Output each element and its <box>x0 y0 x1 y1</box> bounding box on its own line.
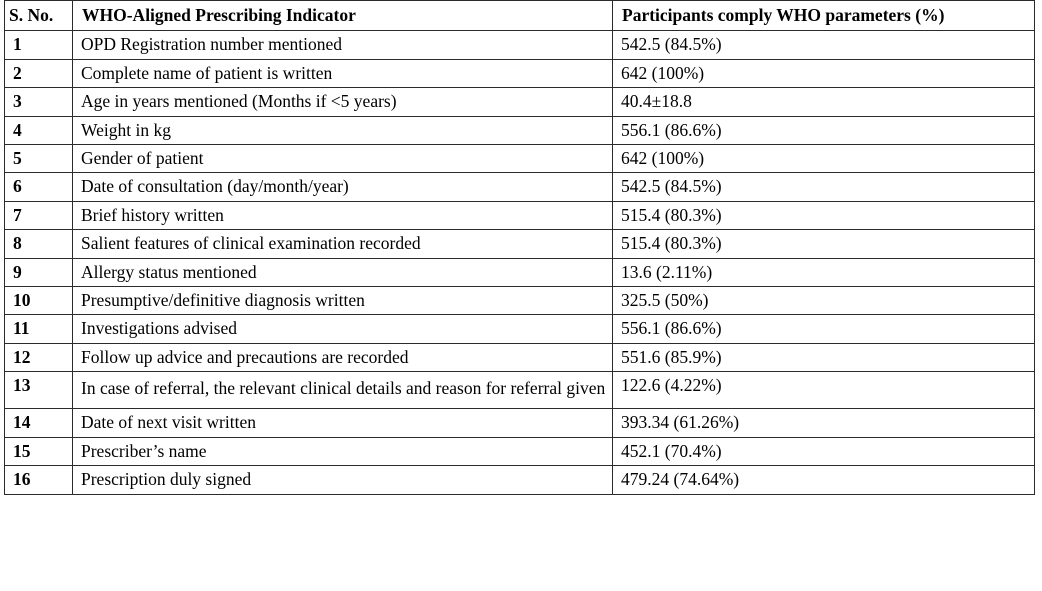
cell-compliance: 556.1 (86.6%) <box>613 116 1035 144</box>
table-row <box>5 466 1035 494</box>
table-row <box>5 116 1035 144</box>
table-row <box>5 144 1035 172</box>
cell-serial-number: 15 <box>5 437 73 465</box>
cell-serial-number: 6 <box>5 173 73 201</box>
cell-indicator: Investigations advised <box>73 315 613 343</box>
cell-indicator: Prescription duly signed <box>73 466 613 494</box>
table-row <box>5 372 1035 409</box>
table-row <box>5 343 1035 371</box>
cell-serial-number: 13 <box>5 372 73 409</box>
cell-serial-number: 4 <box>5 116 73 144</box>
table-row <box>5 409 1035 437</box>
cell-indicator: Weight in kg <box>73 116 613 144</box>
cell-compliance: 515.4 (80.3%) <box>613 201 1035 229</box>
cell-indicator: OPD Registration number mentioned <box>73 31 613 59</box>
table-row <box>5 286 1035 314</box>
table-header-row <box>5 1 1035 31</box>
cell-indicator: Complete name of patient is written <box>73 59 613 87</box>
cell-indicator: Date of consultation (day/month/year) <box>73 173 613 201</box>
cell-compliance: 556.1 (86.6%) <box>613 315 1035 343</box>
cell-serial-number: 12 <box>5 343 73 371</box>
cell-serial-number: 3 <box>5 88 73 116</box>
cell-compliance: 325.5 (50%) <box>613 286 1035 314</box>
cell-indicator: Salient features of clinical examination recorded <box>73 230 613 258</box>
cell-compliance: 542.5 (84.5%) <box>613 173 1035 201</box>
table-header <box>5 1 1035 31</box>
column-header-compliance: Participants comply WHO parameters (%) <box>613 1 1035 31</box>
cell-indicator: Prescriber’s name <box>73 437 613 465</box>
cell-serial-number: 9 <box>5 258 73 286</box>
cell-indicator: In case of referral, the relevant clinical details and reason for referral given <box>73 372 613 409</box>
cell-compliance: 40.4±18.8 <box>613 88 1035 116</box>
column-header-serial-number: S. No. <box>5 1 73 31</box>
cell-serial-number: 1 <box>5 31 73 59</box>
table-row <box>5 230 1035 258</box>
cell-indicator: Brief history written <box>73 201 613 229</box>
table-row <box>5 31 1035 59</box>
cell-indicator: Gender of patient <box>73 144 613 172</box>
table-row <box>5 315 1035 343</box>
table-row <box>5 173 1035 201</box>
cell-compliance: 642 (100%) <box>613 144 1035 172</box>
cell-serial-number: 5 <box>5 144 73 172</box>
cell-indicator: Follow up advice and precautions are recorded <box>73 343 613 371</box>
cell-indicator: Age in years mentioned (Months if <5 years) <box>73 88 613 116</box>
cell-compliance: 479.24 (74.64%) <box>613 466 1035 494</box>
cell-compliance: 642 (100%) <box>613 59 1035 87</box>
cell-serial-number: 14 <box>5 409 73 437</box>
cell-serial-number: 10 <box>5 286 73 314</box>
table-row <box>5 88 1035 116</box>
cell-compliance: 393.34 (61.26%) <box>613 409 1035 437</box>
table-row <box>5 59 1035 87</box>
table-row <box>5 437 1035 465</box>
cell-compliance: 13.6 (2.11%) <box>613 258 1035 286</box>
cell-serial-number: 7 <box>5 201 73 229</box>
cell-serial-number: 8 <box>5 230 73 258</box>
cell-compliance: 542.5 (84.5%) <box>613 31 1035 59</box>
cell-compliance: 515.4 (80.3%) <box>613 230 1035 258</box>
cell-serial-number: 11 <box>5 315 73 343</box>
cell-serial-number: 2 <box>5 59 73 87</box>
cell-compliance: 452.1 (70.4%) <box>613 437 1035 465</box>
cell-compliance: 122.6 (4.22%) <box>613 372 1035 409</box>
column-header-indicator: WHO-Aligned Prescribing Indicator <box>73 1 613 31</box>
table-row <box>5 201 1035 229</box>
who-prescribing-indicator-table <box>4 0 1035 495</box>
cell-indicator: Allergy status mentioned <box>73 258 613 286</box>
cell-indicator: Date of next visit written <box>73 409 613 437</box>
table-row <box>5 258 1035 286</box>
cell-compliance: 551.6 (85.9%) <box>613 343 1035 371</box>
cell-indicator: Presumptive/definitive diagnosis written <box>73 286 613 314</box>
cell-serial-number: 16 <box>5 466 73 494</box>
table-body <box>5 31 1035 494</box>
